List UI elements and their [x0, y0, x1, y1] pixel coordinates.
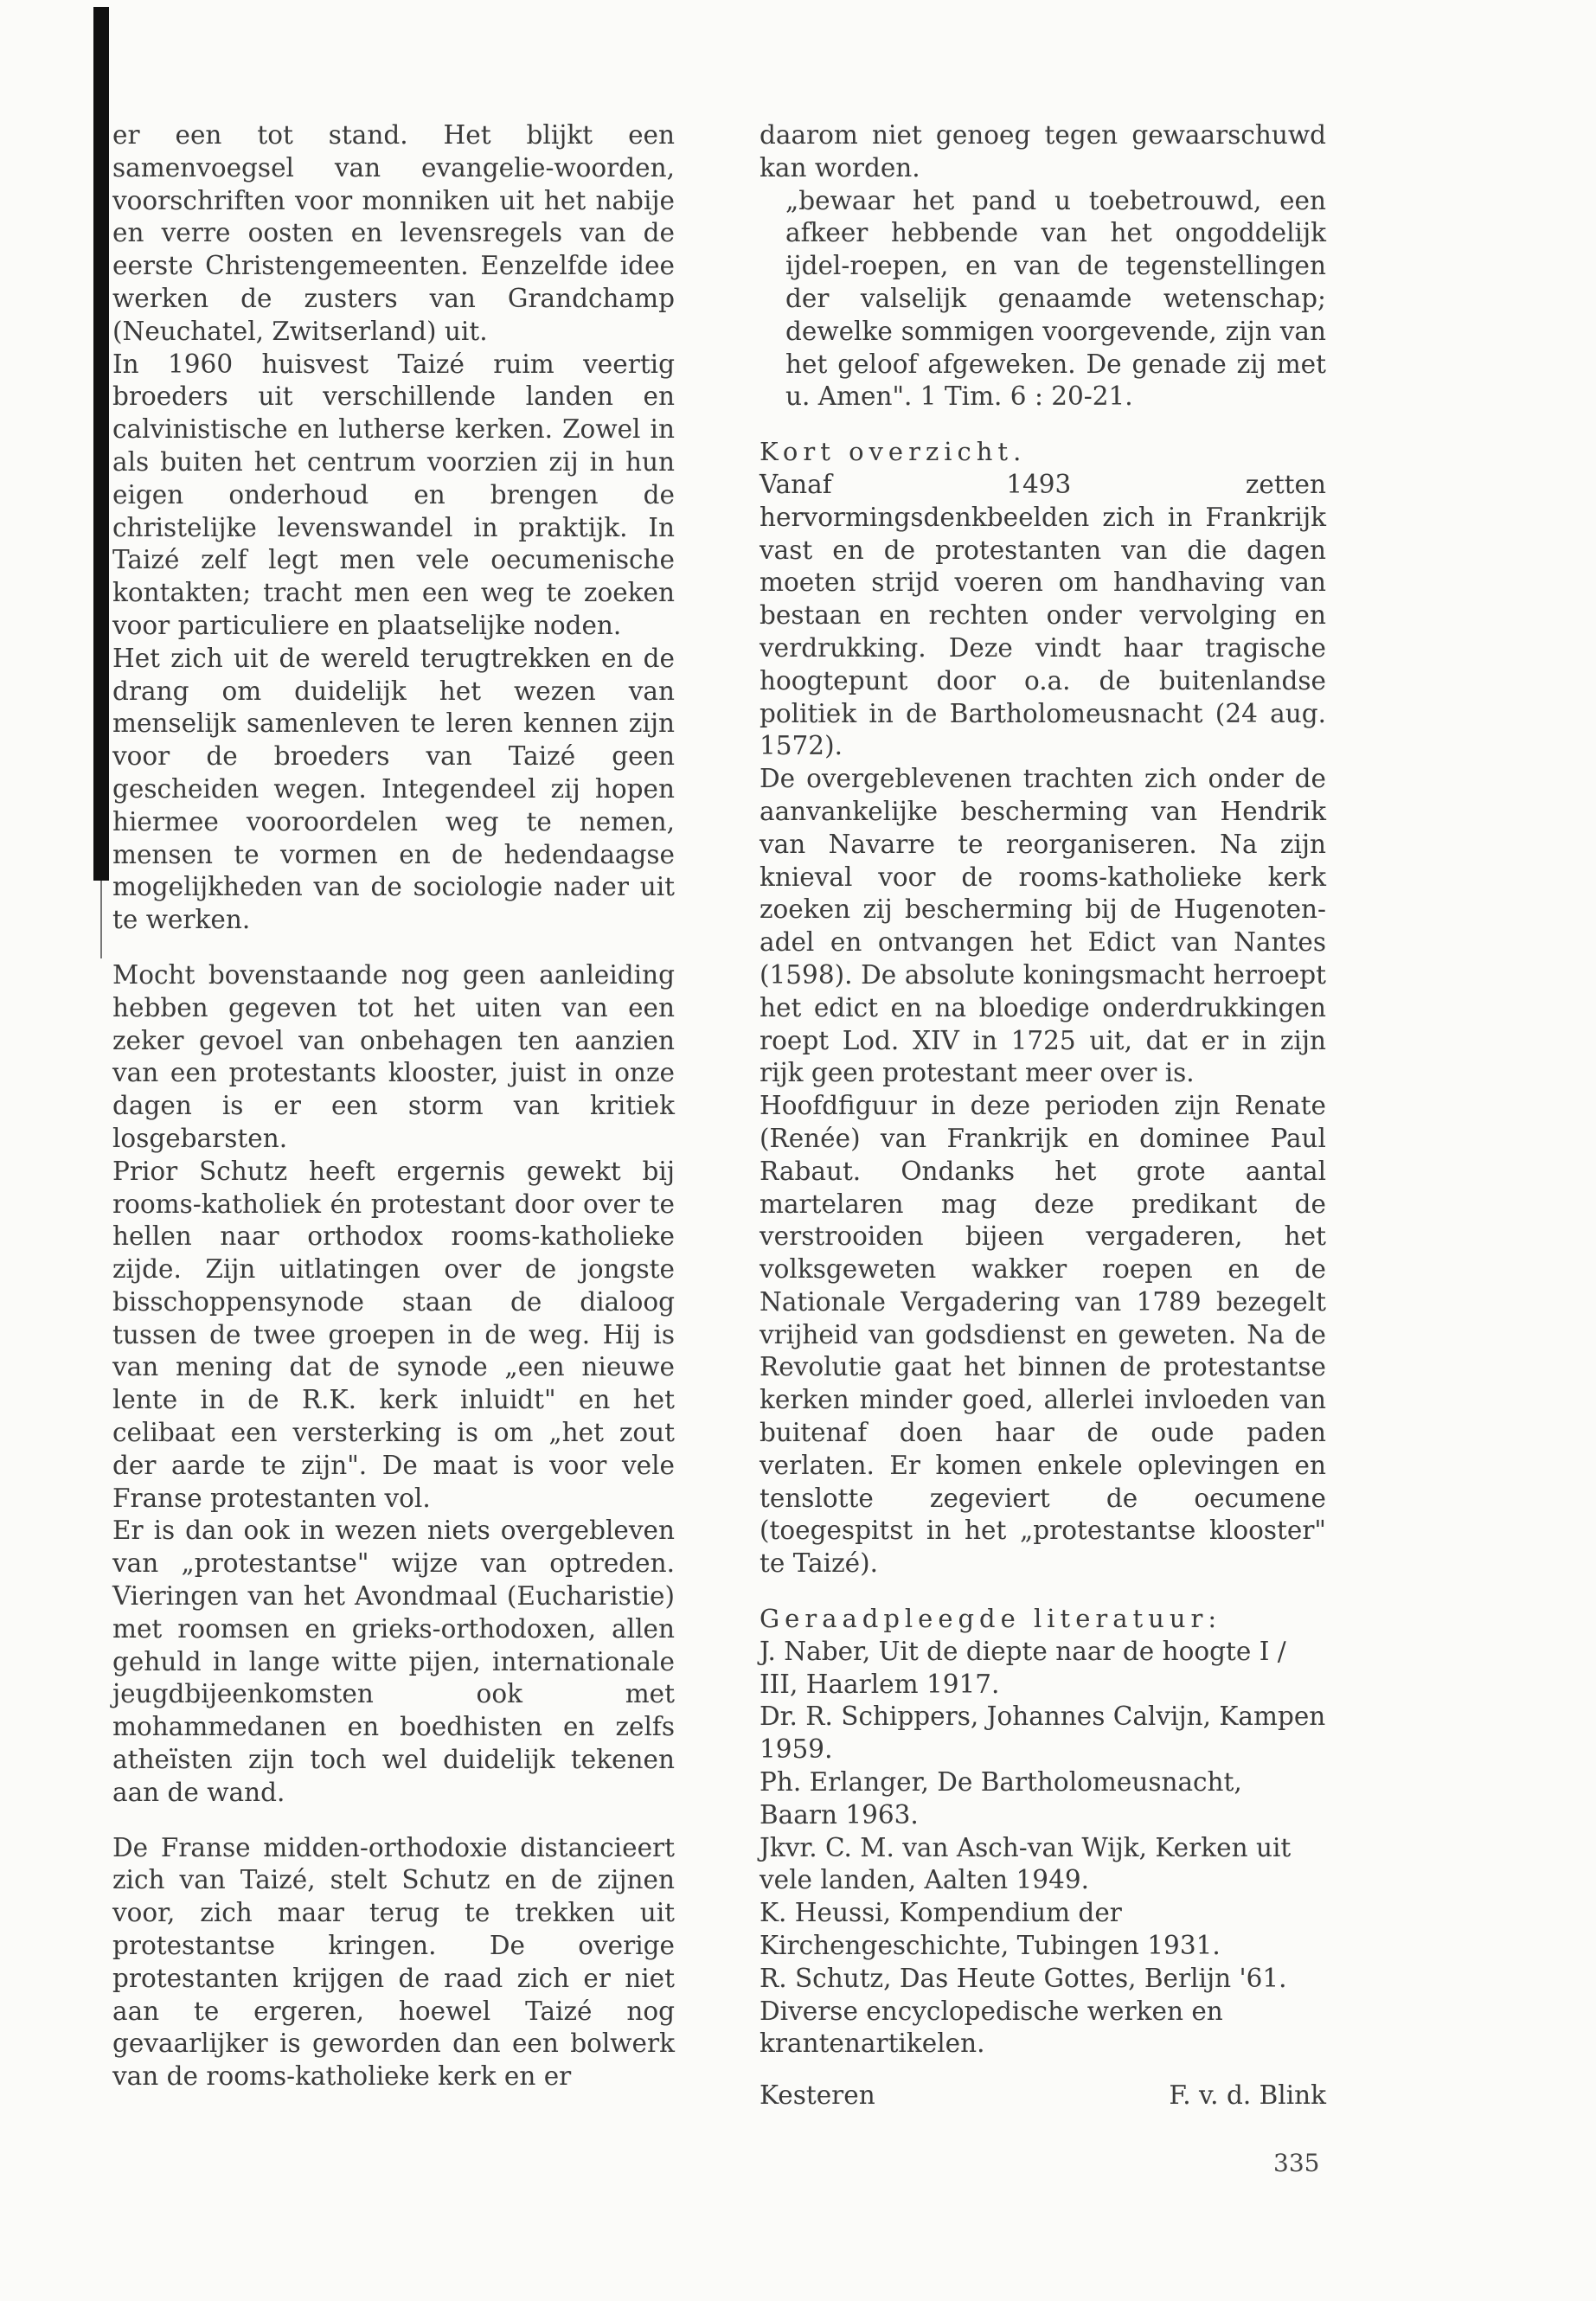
literature-item: J. Naber, Uit de diepte naar de hoogte I / III, Haarlem 1917. — [760, 1636, 1286, 1699]
literature-item: Ph. Erlanger, De Bartholomeusnacht, Baarn 1963. — [760, 1767, 1242, 1830]
left-paragraph-2: In 1960 huisvest Taizé ruim veertig broeders uit verschillende landen en calvinistische en lutherse kerken. Zowel in als buiten het centrum voorzien zij in hun eigen onderhoud en brengen de christelijke levenswandel in praktijk. In Taizé zelf legt men vele oecumenische kontakten; tracht men een weg te zoeken voor particuliere en plaatselijke noden. — [112, 349, 675, 640]
paragraph-gap — [112, 937, 675, 959]
paragraph-gap — [112, 1810, 675, 1832]
bible-quote: „bewaar het pand u toebetrouwd, een afkeer hebbende van het ongoddelijk ijdel-roepen, en van de tegenstellingen der valselijk genaamde wetenschap; dewelke sommigen voorgevende, zijn van het geloof afgeweken. De genade zij met u. Amen". 1 Tim. 6 : 20-21. — [785, 185, 1326, 412]
overview-paragraph-2: De overgeblevenen trachten zich onder de aanvankelijke bescherming van Hendrik van Navarre te reorganiseren. Na zijn knieval voor de rooms-katholieke kerk zoeken zij bescherming bij de Hugenoten-adel en ontvangen het Edict van Nantes (1598). De absolute koningsmacht herroept het edict en na bloedige onderdrukkingen roept Lod. XIV in 1725 uit, dat er in zijn rijk geen protestant meer over is. — [760, 764, 1326, 1088]
overview-paragraph-1: Vanaf 1493 zetten hervormingsdenkbeelden zich in Frankrijk vast en de protestanten van die dagen moeten strijd voeren om handhaving van bestaan en rechten onder vervolging en verdrukking. Deze vindt haar tragische hoogtepunt door o.a. de buitenlandse politiek in de Bartholomeusnacht (24 aug. 1572). — [760, 469, 1326, 761]
left-paragraph-4: Mocht bovenstaande nog geen aanleiding hebben gegeven tot het uiten van een zeker gevoel van onbehagen ten aanzien van een protestants klooster, juist in onze dagen is er een storm van kritiek losgebarsten. — [112, 959, 675, 1153]
overview-paragraph-3: Hoofdfiguur in deze perioden zijn Renate (Renée) van Frankrijk en dominee Paul Rabaut. Ondanks het grote aantal martelaren mag deze predikant de verstrooiden bijeen vergaderen, het volksgeweten wakker roepen en de Nationale Vergadering van 1789 bezegelt vrijheid van godsdienst en geweten. Na de Revolutie gaat het binnen de protestantse kerken minder goed, allerlei invloeden van buitenaf doen haar de oude paden verlaten. Er komen enkele oplevingen en tenslotte zegeviert de oecumene (toegespitst in het „protestantse klooster" te Taizé). — [760, 1091, 1326, 1579]
paragraph-gap — [760, 413, 1326, 436]
left-column — [112, 119, 675, 2093]
left-paragraph-7: De Franse midden-orthodoxie distancieert zich van Taizé, stelt Schutz en de zijnen voor, zich maar terug te trekken uit protestantse kringen. De overige protestanten krijgen de raad zich er niet aan te ergeren, hoewel Taizé nog gevaarlijker is geworden dan een bolwerk van de rooms-katholieke kerk en er — [112, 1832, 675, 2092]
literature-list — [760, 1636, 1326, 2061]
left-paragraph-5: Prior Schutz heeft ergernis gewekt bij rooms-katholiek én protestant door over te hellen naar orthodox rooms-katholieke zijde. Zijn uitlatingen over de jongste bisschoppensynode staan de dialoog tussen de twee groepen in de weg. Hij is van mening dat de synode „een nieuwe lente in de R.K. kerk inluidt" en het celibaat een versterking is om „het zout der aarde te zijn". De maat is voor vele Franse protestanten vol. — [112, 1156, 675, 1513]
right-intro-paragraph: daarom niet genoeg tegen gewaarschuwd kan worden. — [760, 120, 1326, 183]
signature-author: F. v. d. Blink — [1169, 2080, 1326, 2111]
left-paragraph-3: Het zich uit de wereld terugtrekken en de drang om duidelijk het wezen van menselijk samenleven te leren kennen zijn voor de broeders van Taizé geen gescheiden wegen. Integendeel zij hopen hiermee vooroordelen weg te nemen, mensen te vormen en de hedendaagse mogelijkheden van de sociologie nader uit te werken. — [112, 643, 675, 935]
literature-item: K. Heussi, Kompendium der Kirchengeschichte, Tubingen 1931. — [760, 1898, 1221, 1961]
literature-item: R. Schutz, Das Heute Gottes, Berlijn '61. — [760, 1963, 1287, 1993]
scan-edge-line — [100, 881, 102, 958]
signature-line — [760, 2080, 1326, 2112]
overview-heading: Kort overzicht. — [760, 437, 1027, 467]
literature-heading: Geraadpleegde literatuur: — [760, 1604, 1222, 1634]
scan-edge-bar — [93, 7, 109, 881]
signature-place: Kesteren — [760, 2080, 875, 2111]
paragraph-gap — [760, 1580, 1326, 1603]
left-paragraph-6: Er is dan ook in wezen niets overgebleven van „protestantse" wijze van optreden. Vieringen van het Avondmaal (Eucharistie) met roomsen en grieks-orthodoxen, allen gehuld in lange witte pijen, internationale jeugdbijeenkomsten ook met mohammedanen en boedhisten en zelfs atheïsten zijn toch wel duidelijk tekenen aan de wand. — [112, 1516, 675, 1807]
literature-item: Dr. R. Schippers, Johannes Calvijn, Kampen 1959. — [760, 1702, 1326, 1765]
page-number: 335 — [1273, 2149, 1320, 2177]
literature-item: Diverse encyclopedische werken en krantenartikelen. — [760, 1996, 1223, 2059]
literature-item: Jkvr. C. M. van Asch-van Wijk, Kerken uit vele landen, Aalten 1949. — [760, 1832, 1292, 1895]
left-paragraph-1: er een tot stand. Het blijkt een samenvoegsel van evangelie-woorden, voorschriften voor monniken uit het nabije en verre oosten en levensregels van de eerste Christengemeenten. Eenzelfde idee werken de zusters van Grandchamp (Neuchatel, Zwitserland) uit. — [112, 120, 675, 346]
right-column — [760, 119, 1326, 2112]
